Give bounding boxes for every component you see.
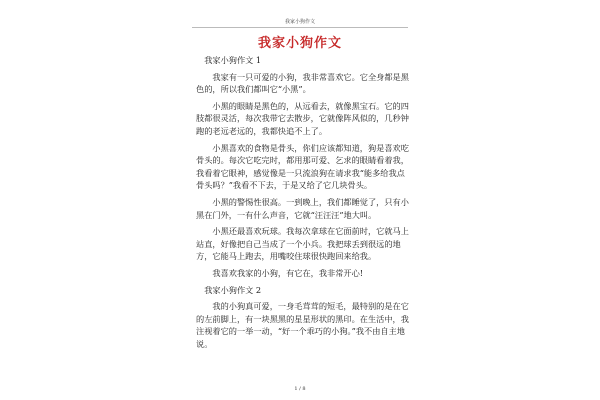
document-title: 我家小狗作文: [257, 36, 342, 51]
paragraph: 小黑的眼睛是黑色的，从远看去，就像黑宝石。它的四肢都很灵活，每次我带它去散步，它就像阵风似的，几秒钟跑的老远老远的，我都快追不上了。: [196, 100, 409, 136]
paragraph: 小黑的警惕性很高。一到晚上，我们都睡觉了，只有小黑在门外，一有什么声音，它就“汪汪汪”地大叫。: [196, 196, 409, 220]
document-body: [196, 54, 410, 354]
paragraph: 小黑还最喜欢玩球。我每次拿球在它面前时，它就马上站直，好像把自己当成了一个小兵。我把球丢到很远的地方，它能马上跑去，用嘴咬住球很快跑回来给我。: [196, 226, 409, 262]
header-divider: [192, 27, 408, 28]
paragraph: 我喜欢我家的小狗，有它在，我非常开心!: [212, 267, 364, 278]
page-number: 1 / 8: [294, 386, 306, 392]
subheading-essay-1: 我家小狗作文 1: [204, 55, 262, 65]
subheading-essay-2: 我家小狗作文 2: [204, 284, 262, 295]
paragraph: 我家有一只可爱的小狗，我非常喜欢它。它全身都是黑色的，所以我们都叫它“小黑”。: [196, 71, 409, 95]
paragraph: 我的小狗真可爱，一身毛茸茸的短毛，最特别的是在它的左前脚上，有一块黑黑的星星形状的黑印。在生活中，我注视着它的一举一动，“好一个乖巧的小狗。”我不由自主地说。: [196, 301, 409, 349]
running-header: 我家小狗作文: [284, 19, 315, 25]
paragraph: 小黑喜欢的食物是骨头，你们应该都知道，狗是喜欢吃骨头的。每次它吃完时，都用那可爱、乞求的眼睛看着我，我看着它眼神，感觉像是一只流浪狗在请求我“能多给我点骨头吗？”我看不下去，于是又给了它几块骨头。: [196, 142, 409, 191]
